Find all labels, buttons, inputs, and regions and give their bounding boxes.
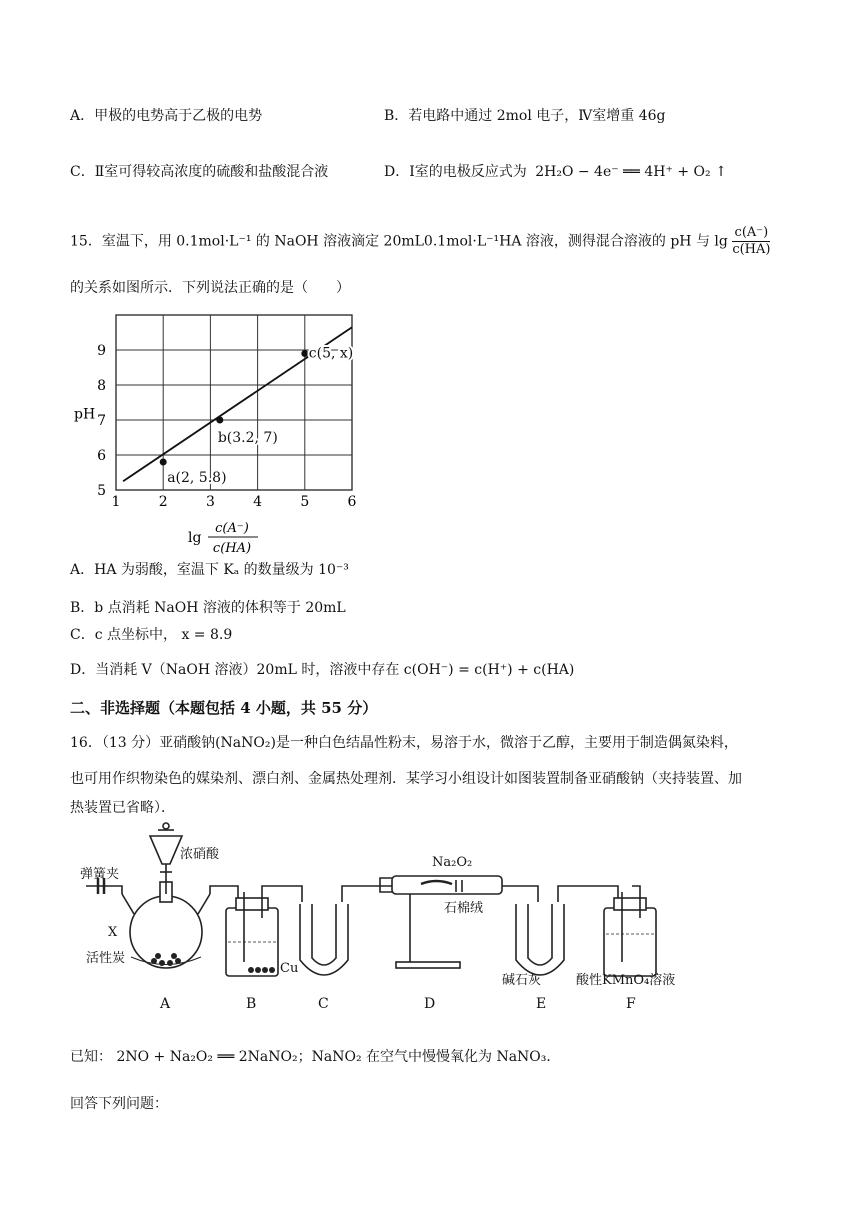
label-soda-lime: 碱石灰	[502, 973, 542, 988]
data-point	[216, 417, 223, 424]
plot-frame	[116, 315, 352, 490]
label-kmno4: 酸性KMnO₄溶液	[576, 973, 676, 988]
label-cu: Cu	[280, 961, 299, 976]
q15-stem-text: 15．室温下，用 0.1mol·L⁻¹ 的 NaOH 溶液滴定 20mL0.1mol·L⁻¹HA 溶液，测得混合溶液的 pH 与 lg	[70, 233, 728, 250]
bottle-f	[604, 886, 656, 976]
q15-option-b: B．b 点消耗 NaOH 溶液的体积等于 20mL	[70, 600, 346, 616]
q14-option-c: C．Ⅱ室可得较高浓度的硫酸和盐酸混合液	[70, 164, 329, 180]
flask-a	[86, 823, 238, 968]
data-point	[160, 459, 167, 466]
label-a: A	[160, 996, 171, 1012]
q16-line-2: 也可用作织物染色的媒染剂、漂白剂、金属热处理剂．某学习小组设计如图装置制备亚硝酸钠（夹持装置、加	[70, 771, 742, 787]
q15-stem-fraction	[732, 225, 770, 258]
data-point-label: a(2, 5.8)	[167, 470, 227, 486]
data-point	[301, 350, 308, 357]
u-tube-c	[300, 886, 396, 975]
label-b: B	[246, 996, 257, 1012]
u-tube-e	[516, 886, 618, 975]
q15-stem	[70, 225, 770, 258]
y-axis-label: pH	[74, 406, 96, 423]
q16-answer-prompt: 回答下列问题：	[70, 1096, 168, 1112]
section-heading: 二、非选择题（本题包括 4 小题，共 55 分）	[70, 699, 378, 717]
x-axis-label-prefix: lg	[188, 530, 202, 546]
tube-d	[380, 876, 538, 968]
data-point-label: b(3.2, 7)	[217, 430, 278, 446]
y-tick-label: 9	[97, 343, 106, 359]
q16-line-3: 热装置已省略）．	[70, 800, 175, 816]
y-tick-label: 5	[97, 483, 106, 499]
y-tick-label: 7	[97, 413, 106, 429]
q16-known: 已知： 2NO + Na₂O₂ ══ 2NaNO₂；NaNO₂ 在空气中慢慢氧化为 NaNO₃．	[70, 1049, 561, 1065]
label-c: C	[318, 996, 329, 1012]
label-x: X	[108, 925, 118, 940]
ph-chart	[66, 305, 396, 556]
label-spring-clip: 弹簧夹	[80, 867, 120, 882]
q15-fraction-numerator: c(A⁻)	[732, 225, 770, 242]
x-axis-label-denominator: c(HA)	[212, 541, 252, 556]
x-tick-label: 3	[205, 494, 215, 510]
x-tick-label: 5	[300, 494, 310, 510]
q15-option-c: C．c 点坐标中， x = 8.9	[70, 627, 233, 643]
q14-option-d-text: D．Ⅰ室的电极反应式为	[384, 164, 527, 180]
q14-option-d	[384, 162, 727, 182]
q16-line-1: 16．（13 分）亚硝酸钠(NaNO₂)是一种白色结晶性粉末，易溶于水，微溶于乙醇，主要用于制造偶氮染料，	[70, 735, 738, 751]
x-tick-label: 6	[347, 494, 357, 510]
label-d: D	[424, 996, 436, 1012]
apparatus-diagram	[76, 822, 716, 1022]
label-e: E	[536, 996, 547, 1012]
q14-option-b: B．若电路中通过 2mol 电子，Ⅳ室增重 46g	[384, 108, 666, 124]
label-charcoal: 活性炭	[86, 951, 126, 966]
label-f: F	[626, 996, 636, 1012]
q14-option-a: A．甲极的电势高于乙极的电势	[70, 108, 263, 124]
data-point-label: c(5, x)	[308, 345, 354, 362]
label-asbestos: 石棉绒	[444, 901, 484, 916]
x-axis-label-numerator: c(A⁻)	[215, 521, 249, 536]
x-tick-label: 4	[253, 494, 263, 510]
y-tick-label: 6	[97, 448, 106, 464]
label-conc-nitric: 浓硝酸	[180, 847, 220, 862]
q15-fraction-denominator: c(HA)	[732, 242, 771, 257]
q15-stem-tail: 的关系如图所示．下列说法正确的是（ ）	[70, 280, 350, 296]
x-tick-label: 2	[158, 494, 168, 510]
q14-option-d-equation: 2H₂O − 4e⁻ ══ 4H⁺ + O₂ ↑	[535, 164, 727, 180]
label-na2o2: Na₂O₂	[432, 855, 473, 870]
x-tick-label: 1	[111, 494, 121, 510]
q15-option-a: A．HA 为弱酸，室温下 Kₐ 的数量级为 10⁻³	[70, 562, 349, 578]
q15-option-d: D．当消耗 V（NaOH 溶液）20mL 时，溶液中存在 c(OH⁻) = c(H⁺) + c(HA)	[70, 662, 575, 678]
y-tick-label: 8	[97, 378, 106, 394]
